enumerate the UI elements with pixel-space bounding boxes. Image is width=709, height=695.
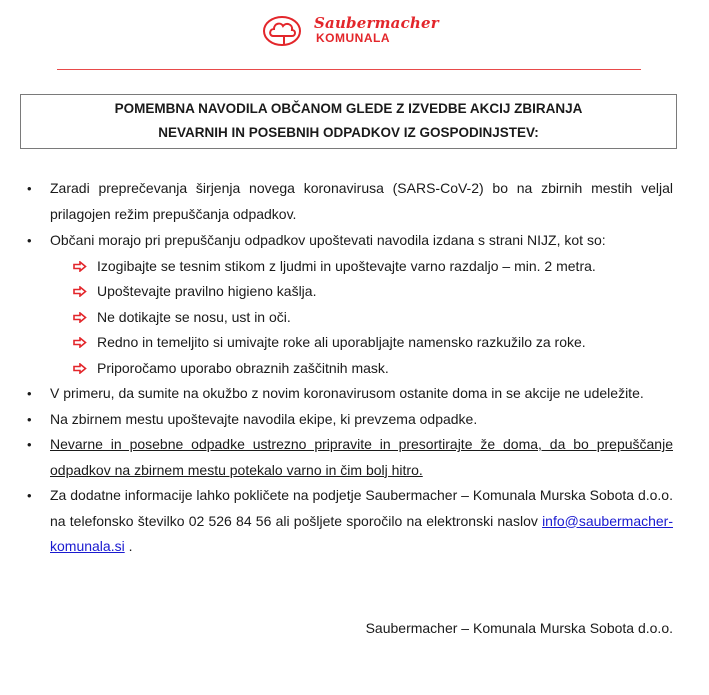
logo-subtitle: KOMUNALA (316, 31, 390, 45)
title-box (20, 94, 677, 149)
bullet-icon: • (27, 437, 32, 452)
sub-list-item: Priporočamo uporabo obraznih zaščitnih mask. (0, 356, 709, 382)
arrow-right-icon (73, 261, 87, 272)
sub-list-item: Redno in temeljito si umivajte roke ali uporabljajte namensko razkužilo za roke. (0, 330, 709, 356)
arrow-right-icon (73, 363, 87, 374)
list-item-underlined: • Nevarne in posebne odpadke ustrezno pripravite in presortirajte že doma, da bo prepuščanje odpadkov na zbirnem mestu potekalo varno in čim bolj hitro. (0, 432, 709, 483)
arrow-right-icon (73, 337, 87, 348)
bullet-icon: • (27, 233, 32, 248)
email-link[interactable]: info@saubermacher-komunala.si (50, 512, 673, 554)
bullet-icon: • (27, 386, 32, 401)
list-item: • Zaradi preprečevanja širjenja novega koronavirusa (SARS-CoV-2) bo na zbirnih mestih veljal prilagojen režim prepuščanja odpadkov. (0, 176, 709, 227)
list-item: • Na zbirnem mestu upoštevajte navodila ekipe, ki prevzema odpadke. (0, 407, 709, 433)
sub-list-item: Ne dotikajte se nosu, ust in oči. (0, 305, 709, 331)
logo-brand-name: Saubermacher (314, 14, 439, 32)
company-logo (262, 14, 442, 48)
bullet-icon: • (27, 488, 32, 503)
instructions-list (0, 176, 709, 560)
header-divider (57, 69, 641, 70)
sub-list-item: Izogibajte se tesnim stikom z ljudmi in upoštevajte varno razdaljo – min. 2 metra. (0, 254, 709, 280)
bullet-icon: • (27, 181, 32, 196)
list-item: • Občani morajo pri prepuščanju odpadkov upoštevati navodila izdana s strani NIJZ, kot so: (0, 228, 709, 254)
list-item: • V primeru, da sumite na okužbo z novim koronavirusom ostanite doma in se akcije ne udeležite. (0, 381, 709, 407)
list-item-contact: • Za dodatne informacije lahko pokličete na podjetje Saubermacher – Komunala Murska Sobota d.o.o. na telefonsko številko 02 526 84 56 ali pošljete sporočilo na elektronski naslov info@saubermacher-komunala.si . (0, 483, 709, 560)
title-line-1: POMEMBNA NAVODILA OBČANOM GLEDE Z IZVEDBE AKCIJ ZBIRANJA (114, 101, 583, 116)
arrow-right-icon (73, 286, 87, 297)
signature: Saubermacher – Komunala Murska Sobota d.o.o. (365, 620, 673, 636)
title-line-2: NEVARNIH IN POSEBNIH ODPADKOV IZ GOSPODINJSTEV: (158, 125, 539, 140)
bullet-icon: • (27, 411, 32, 427)
sub-list-item: Upoštevajte pravilno higieno kašlja. (0, 279, 709, 305)
arrow-right-icon (73, 312, 87, 323)
cloud-logo-icon (262, 14, 306, 48)
